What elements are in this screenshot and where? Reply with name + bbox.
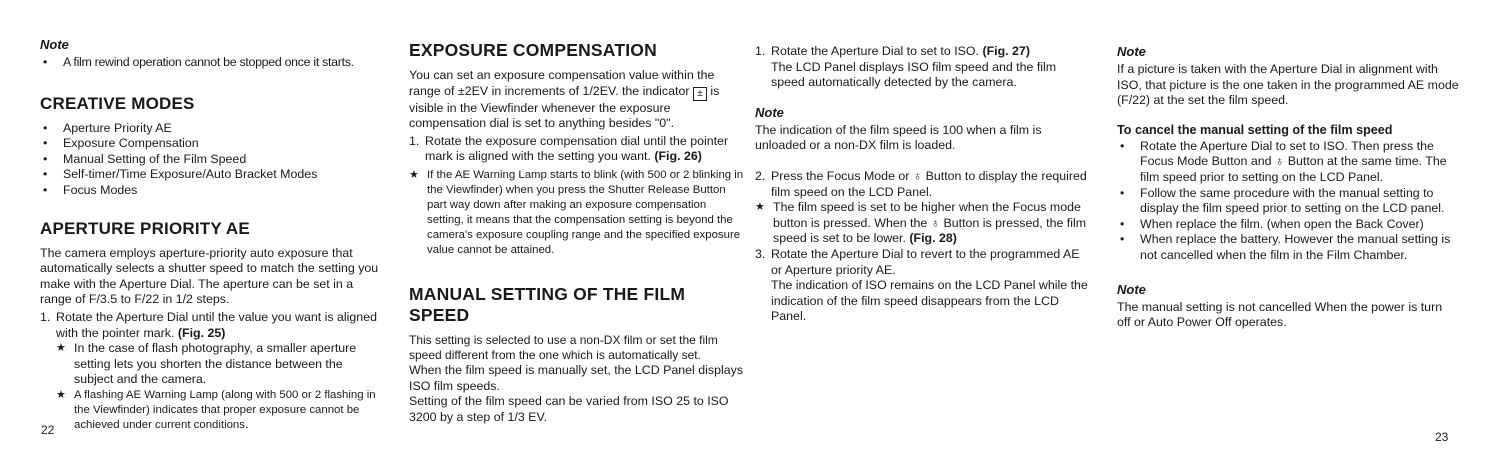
- page-number-right: 23: [1435, 430, 1449, 444]
- step-1: [40, 310, 382, 341]
- note-heading: Note: [1117, 44, 1146, 59]
- column-3: [755, 44, 1091, 325]
- note-text: The manual setting is not cancelled When the power is turn off or Auto Power Off operates.: [1117, 299, 1443, 330]
- manual-film-speed-heading: MANUAL SETTING OF THE FILM SPEED: [409, 283, 686, 325]
- note-heading: Note: [755, 104, 784, 120]
- step-2: [755, 169, 1091, 200]
- note-item: • A film rewind operation cannot be stopped once it starts.: [40, 55, 382, 71]
- column-4: [1117, 44, 1459, 331]
- star-note-text: A flashing AE Warning Lamp (along with 500 or 2 flashing in the Viewfinder) indicates that proper exposure cannot be achieved under current conditions.: [74, 388, 376, 431]
- ec-body-part-a: You can set an exposure compensation value within the range of ±2EV in increments of 1/2EV. the indicator: [409, 68, 715, 98]
- step-1: [755, 44, 1091, 91]
- star-icon: ★: [755, 201, 765, 214]
- star-note: [409, 168, 744, 258]
- star-icon: ★: [409, 168, 419, 181]
- aperture-priority-heading: APERTURE PRIORITY AE: [40, 218, 250, 238]
- step-3: [755, 247, 1091, 325]
- cancel-item: • When replace the film. (when open the Back Cover): [1117, 217, 1459, 233]
- star-note-text: In the case of flash photography, a smaller aperture setting lets you shorten the distance between the subject and the camera.: [74, 341, 357, 387]
- star-icon: ★: [56, 388, 66, 401]
- exposure-compensation-body: [409, 68, 744, 132]
- step-text: Rotate the Aperture Dial until the value you want is aligned with the pointer mark.: [56, 309, 377, 340]
- cancel-list: [1117, 139, 1459, 264]
- note-list: [40, 55, 382, 71]
- step-number: 1.: [409, 133, 420, 148]
- film-speed-body-2: When the film speed is manually set, the LCD Panel displays ISO film speeds.: [409, 362, 744, 393]
- star-note: [56, 388, 382, 433]
- creative-modes-list: [40, 121, 382, 199]
- star-note: [755, 200, 1091, 247]
- ev-indicator-icon: ±: [693, 87, 707, 101]
- cancel-item: [1117, 139, 1459, 186]
- creative-mode-item: • Manual Setting of the Film Speed: [40, 152, 382, 168]
- creative-mode-item: • Exposure Compensation: [40, 136, 382, 152]
- figure-ref: (Fig. 25): [177, 325, 226, 340]
- column-2: [409, 40, 744, 425]
- page-number-left: 22: [41, 423, 55, 437]
- star-note-text: The film speed is set to be higher when the Focus mode button is pressed. When the: [773, 200, 1081, 230]
- film-speed-body-1: This setting is selected to use a non-DX film or set the film speed different from the one which is automatically set.: [409, 332, 718, 362]
- creative-mode-item: • Self-timer/Time Exposure/Auto Bracket Modes: [40, 167, 382, 183]
- step-text: Rotate the exposure compensation dial until the pointer mark is aligned with the setting you want.: [425, 133, 729, 164]
- exposure-compensation-heading: EXPOSURE COMPENSATION: [409, 40, 657, 60]
- timer-icon: ♁: [912, 168, 923, 183]
- step-number: 1.: [40, 309, 51, 324]
- note-heading: Note: [1117, 281, 1146, 297]
- film-speed-body-3: Setting of the film speed can be varied from ISO 25 to ISO 3200 by a step of 1/3 EV.: [409, 394, 729, 424]
- step-number: 2.: [755, 168, 766, 183]
- step-text: Rotate the Aperture Dial to revert to the programmed AE or Aperture priority AE.: [771, 246, 1080, 277]
- column-1: [40, 37, 382, 433]
- cancel-heading: To cancel the manual setting of the film speed: [1117, 122, 1393, 137]
- aperture-priority-body: The camera employs aperture-priority auto exposure that automatically selects a shutter speed to match the setting you make with the Aperture Dial. The aperture can be set in a range of F/3.5 to F/22 in 1/2 steps.: [40, 245, 379, 307]
- cancel-item: • Follow the same procedure with the manual setting to display the film speed prior to setting on the LCD panel.: [1117, 186, 1459, 217]
- cancel-item: • When replace the battery. However the manual setting is not cancelled when the film in the Film Chamber.: [1117, 232, 1459, 263]
- note-heading: Note: [40, 37, 69, 52]
- ec-body-part-b: is visible in the Viewfinder whenever the exposure compensation dial is set to anything besides "0".: [409, 83, 720, 131]
- step-number: 1.: [755, 44, 766, 58]
- star-note-text: Button is pressed, the film speed is set to be lower.: [773, 215, 1087, 246]
- figure-ref: (Fig. 27): [982, 44, 1030, 58]
- star-note-text: If the AE Warning Lamp starts to blink (with 500 or 2 blinking in the Viewfinder) when you press the Shutter Release Button part way down after making an exposure compensation setting, it means that the compensation setting is beyond the camera's exposure coupling range and the specified exposure value cannot be attained.: [427, 168, 744, 256]
- step-text: Button to display the required film speed on the LCD Panel.: [771, 168, 1087, 199]
- creative-modes-heading: CREATIVE MODES: [40, 93, 195, 113]
- cancel-item-text: Button at the same time. The film speed prior to setting on the LCD Panel.: [1140, 154, 1447, 184]
- step-text: Rotate the Aperture Dial to set to ISO.: [771, 44, 979, 58]
- creative-mode-item: • Aperture Priority AE: [40, 121, 382, 137]
- step-text-continued: The indication of ISO remains on the LCD Panel while the indication of the film speed disappears from the LCD Panel.: [771, 278, 1088, 324]
- timer-icon: ♁: [1275, 154, 1285, 169]
- timer-icon: ♁: [930, 215, 941, 230]
- star-icon: ★: [56, 342, 66, 355]
- note-text: The indication of the film speed is 100 when a film is unloaded or a non-DX film is loaded.: [755, 122, 1042, 153]
- star-note: [56, 341, 382, 388]
- note-text: If a picture is taken with the Aperture Dial in alignment with ISO, that picture is the one taken in the programmed AE mode (F/22) at the set the film speed.: [1117, 62, 1459, 108]
- figure-ref: (Fig. 26): [654, 149, 702, 164]
- step-number: 3.: [755, 246, 766, 261]
- creative-mode-item: • Focus Modes: [40, 183, 382, 199]
- figure-ref: (Fig. 28): [909, 231, 957, 246]
- step-text-continued: The LCD Panel displays ISO film speed and the film speed automatically detected by the camera.: [771, 59, 1057, 90]
- cancel-item-text: Rotate the Aperture Dial to set to ISO. Then press the Focus Mode Button and: [1140, 138, 1434, 169]
- step-1: [409, 134, 744, 165]
- step-text: Press the Focus Mode or: [771, 168, 910, 183]
